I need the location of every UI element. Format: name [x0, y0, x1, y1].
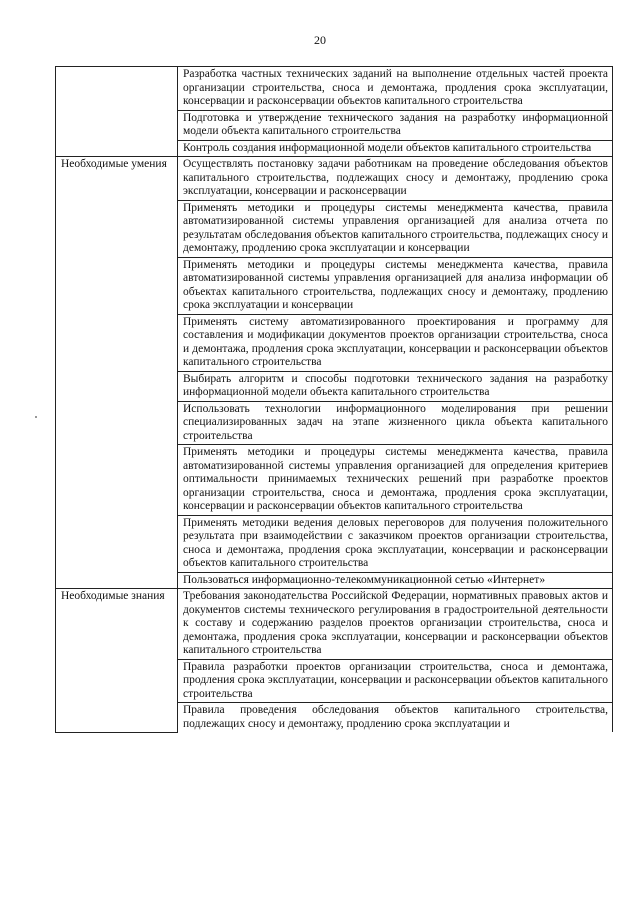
skill-cell: Применять методики ведения деловых переговоров для получения положительного результата при взаимодействии с заказчиком проектов организации строительства, сноса и демонтажа, продления срока эксплуатации, консервации и расконсервации объектов капитального строительства: [178, 515, 613, 572]
labor-action-cell: Подготовка и утверждение технического задания на разработку информационной модели объекта капитального строительства: [178, 110, 613, 140]
skill-cell: Применять методики и процедуры системы менеджмента качества, правила автоматизированной системы управления организацией для анализа отчета по результатам обследования объектов капитального строительства, подлежащих сносу и демонтажу, продлению срока эксплуатации и консервации: [178, 200, 613, 257]
skill-cell: Пользоваться информационно-телекоммуникационной сетью «Интернет»: [178, 572, 613, 589]
qualification-table: [55, 66, 613, 733]
table-row: [56, 157, 613, 201]
skill-cell: Применять систему автоматизированного проектирования и программу для составления и модификации документов проектов организации строительства, сноса и демонтажа, продления срока эксплуатации, консервации и расконсервации объектов капитального строительства: [178, 314, 613, 371]
labor-action-cell: Контроль создания информационной модели объектов капитального строительства: [178, 140, 613, 157]
table-row: [56, 589, 613, 660]
skill-cell: Выбирать алгоритм и способы подготовки технического задания на разработку информационной модели объекта капитального строительства: [178, 371, 613, 401]
knowledge-cell: Требования законодательства Российской Федерации, нормативных правовых актов и документов системы технического регулирования в градостроительной деятельности к составу и содержанию разделов проектов организации строительства, сноса и демонтажа, продления срока эксплуатации, консервации и расконсервации объектов капитального строительства: [178, 589, 613, 660]
skill-cell: Применять методики и процедуры системы менеджмента качества, правила автоматизированной системы управления организацией для анализа информации об объектах капитального строительства, подлежащих сносу и демонтажу, продлению срока эксплуатации и консервации: [178, 257, 613, 314]
skill-cell: Применять методики и процедуры системы менеджмента качества, правила автоматизированной системы управления организацией для определения критериев оптимальности принимаемых технических решений при разработке проектов организации строительства, сноса и демонтажа, продления срока эксплуатации, консервации и расконсервации объектов капитального строительства: [178, 445, 613, 516]
labor-action-cell: Разработка частных технических заданий на выполнение отдельных частей проекта организации строительства, сноса и демонтажа, продления срока эксплуатации, консервации и расконсервации объектов капитального строительства: [178, 67, 613, 111]
knowledge-label-cell: Необходимые знания: [56, 589, 178, 733]
scan-speck: [35, 416, 37, 418]
skill-cell: Осуществлять постановку задачи работникам на проведение обследования объектов капитального строительства, подлежащих сносу и демонтажу, продлению срока эксплуатации, консервации и расконсервации: [178, 157, 613, 201]
knowledge-cell: Правила проведения обследования объектов капитального строительства, подлежащих сносу и демонтажу, продлению срока эксплуатации и: [178, 703, 613, 733]
page-number: 20: [314, 33, 326, 47]
skill-cell: Использовать технологии информационного моделирования при решении специализированных задач на этапе жизненного цикла объекта капитального строительства: [178, 401, 613, 445]
row-label-cell: [56, 67, 178, 157]
knowledge-cell: Правила разработки проектов организации строительства, сноса и демонтажа, продления срока эксплуатации, консервации и расконсервации объектов капитального строительства: [178, 659, 613, 703]
table-row: [56, 67, 613, 111]
skills-label-cell: Необходимые умения: [56, 157, 178, 589]
